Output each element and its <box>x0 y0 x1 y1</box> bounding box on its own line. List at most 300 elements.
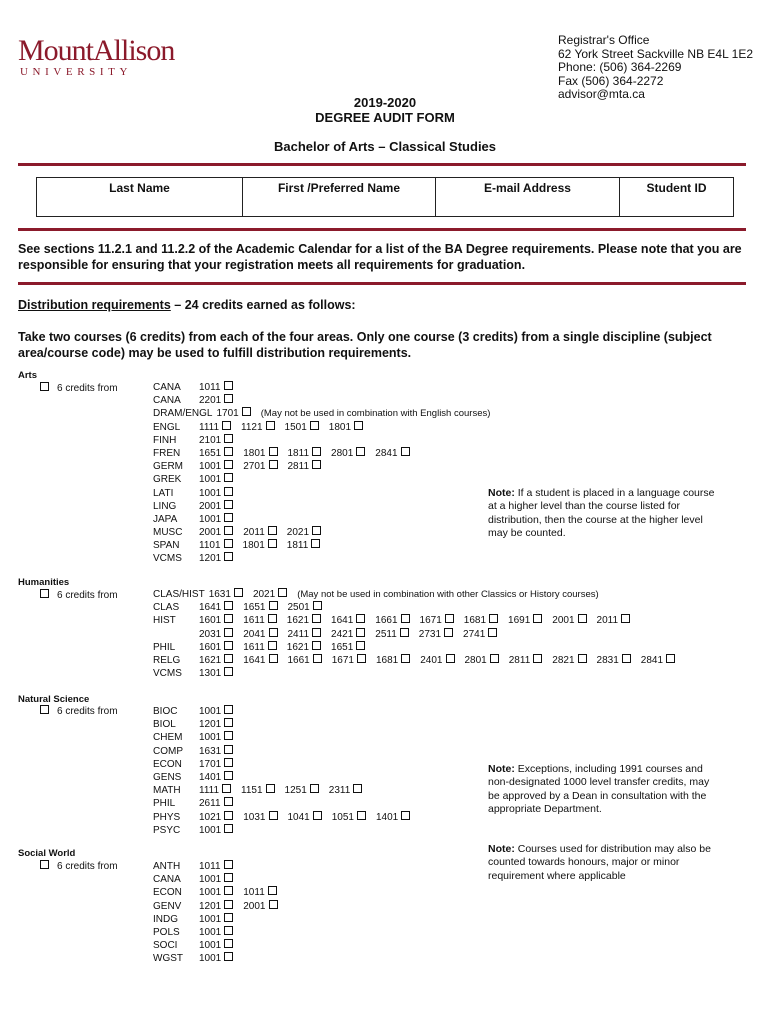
course-row <box>153 601 685 614</box>
course-code: RELG <box>153 654 181 666</box>
course-number-label: 1001 <box>199 953 222 965</box>
checkbox[interactable] <box>40 382 49 391</box>
course-number <box>329 785 363 796</box>
course-number <box>420 655 454 666</box>
course-number-label: 2841 <box>375 447 398 459</box>
checkbox[interactable] <box>268 886 277 895</box>
student-id-header: Student ID <box>646 181 707 195</box>
category-natural-science: Natural Science <box>18 694 90 705</box>
course-number-label: 2011 <box>596 615 619 627</box>
checkbox[interactable] <box>224 487 233 496</box>
checkbox[interactable] <box>269 628 278 637</box>
checkbox[interactable] <box>224 460 233 469</box>
note-label: Note: <box>488 763 515 775</box>
course-number <box>199 629 233 640</box>
course-number-label: 1001 <box>199 887 222 899</box>
course-row <box>153 447 490 460</box>
last-name-cell[interactable] <box>37 178 242 216</box>
course-row <box>153 718 420 731</box>
checkbox[interactable] <box>224 731 233 740</box>
course-number-label: 1041 <box>287 811 310 823</box>
course-number <box>199 602 233 613</box>
registrar-line: 62 York Street Sackville NB E4L 1E2 <box>558 46 753 61</box>
course-row <box>153 407 490 420</box>
course-row <box>153 552 490 565</box>
checkbox[interactable] <box>40 589 49 598</box>
course-number <box>331 615 365 626</box>
checkbox[interactable] <box>40 860 49 869</box>
course-number <box>243 527 277 538</box>
category-social-world: Social World <box>18 848 76 859</box>
course-code: CLAS/HIST <box>153 589 205 600</box>
checkbox[interactable] <box>224 447 233 456</box>
course-number <box>199 615 233 626</box>
checkbox[interactable] <box>312 628 321 637</box>
checkbox[interactable] <box>353 784 362 793</box>
checkbox[interactable] <box>356 628 365 637</box>
course-code: ECON <box>153 887 182 899</box>
course-number <box>241 422 275 433</box>
course-number-label: 2101 <box>199 434 222 446</box>
course-number-label: 1121 <box>241 421 263 433</box>
course-code: POLS <box>153 926 180 938</box>
course-number <box>420 615 454 626</box>
divider <box>18 282 746 285</box>
course-number <box>199 798 233 809</box>
checkbox[interactable] <box>224 913 233 922</box>
checkbox[interactable] <box>224 614 233 623</box>
course-number-label: 1801 <box>243 447 266 459</box>
checkbox[interactable] <box>224 824 233 833</box>
checkbox[interactable] <box>269 460 278 469</box>
course-row <box>153 926 288 939</box>
category-humanities: Humanities <box>18 577 70 588</box>
course-code: INDG <box>153 913 178 925</box>
course-number <box>376 812 410 823</box>
checkbox[interactable] <box>40 705 49 714</box>
checkbox[interactable] <box>224 886 233 895</box>
course-number <box>199 785 231 796</box>
checkbox[interactable] <box>224 552 233 561</box>
checkbox[interactable] <box>313 601 322 610</box>
course-number-label: 1111 <box>199 421 220 433</box>
course-number-label: 1001 <box>199 913 222 925</box>
checkbox[interactable] <box>224 601 233 610</box>
checkbox[interactable] <box>268 526 277 535</box>
checkbox[interactable] <box>312 641 321 650</box>
course-number <box>216 408 250 419</box>
course-row <box>153 434 490 447</box>
course-code: PHIL <box>153 798 176 810</box>
course-number <box>199 759 233 770</box>
checkbox[interactable] <box>224 641 233 650</box>
checkbox[interactable] <box>224 797 233 806</box>
course-number <box>552 655 586 666</box>
course-number-label: 2001 <box>243 900 266 912</box>
course-number-label: 2001 <box>199 500 222 512</box>
note-text: If a student is placed in a language course at a higher level than the course listed for distribution, then the course at the higher level may be counted. <box>488 487 715 540</box>
course-number-label: 1001 <box>199 874 222 886</box>
first-name-cell[interactable] <box>242 178 435 216</box>
course-number-label: 1681 <box>376 654 399 666</box>
credits-label: 6 credits from <box>57 590 118 601</box>
checkbox[interactable] <box>578 614 587 623</box>
checkbox[interactable] <box>224 939 233 948</box>
checkbox[interactable] <box>242 407 251 416</box>
checkbox[interactable] <box>268 614 277 623</box>
university-logo <box>18 36 203 82</box>
course-number <box>332 655 366 666</box>
course-number-label: 1251 <box>284 785 307 797</box>
checkbox[interactable] <box>224 473 233 482</box>
course-code: CANA <box>153 395 181 407</box>
course-number-label: 2501 <box>287 602 310 614</box>
checkbox[interactable] <box>444 628 453 637</box>
course-number-label: 1001 <box>199 940 222 952</box>
checkbox[interactable] <box>622 654 631 663</box>
course-number-label: 2421 <box>331 628 354 640</box>
checkbox[interactable] <box>224 434 233 443</box>
checkbox[interactable] <box>490 654 499 663</box>
course-number-label: 2201 <box>199 395 222 407</box>
course-number-label: 2741 <box>463 628 486 640</box>
course-code: VCMS <box>153 553 182 565</box>
course-number <box>331 629 365 640</box>
course-number <box>243 448 277 459</box>
arts-credits <box>40 382 118 394</box>
email-cell[interactable] <box>435 178 619 216</box>
course-number-label: 1601 <box>199 615 222 627</box>
course-number <box>243 812 277 823</box>
course-number <box>243 461 277 472</box>
course-number <box>419 629 453 640</box>
course-number <box>199 474 233 485</box>
course-number <box>288 461 322 472</box>
course-number-label: 1681 <box>463 615 487 627</box>
checkbox[interactable] <box>224 900 233 909</box>
course-number-label: 1691 <box>508 615 531 627</box>
course-number-label: 1011 <box>199 382 221 393</box>
course-number <box>243 642 277 653</box>
checkbox[interactable] <box>357 654 366 663</box>
checkbox[interactable] <box>269 654 278 663</box>
registrar-contact <box>558 34 753 102</box>
program-title: Bachelor of Arts – Classical Studies <box>273 139 497 154</box>
course-number-label: 1671 <box>331 654 354 666</box>
course-row <box>153 641 685 654</box>
checkbox[interactable] <box>356 641 365 650</box>
course-row <box>153 667 685 680</box>
course-number <box>199 719 233 730</box>
checkbox[interactable] <box>401 447 410 456</box>
course-number <box>465 655 499 666</box>
course-row <box>153 784 420 797</box>
course-row <box>153 539 490 552</box>
registrar-line: Fax (506) 364-2272 <box>558 73 664 88</box>
checkbox[interactable] <box>278 588 287 597</box>
course-number <box>199 655 233 666</box>
checkbox[interactable] <box>533 654 542 663</box>
course-code: CANA <box>153 874 181 886</box>
course-number <box>199 861 233 872</box>
course-number <box>464 615 498 626</box>
humanities-credits <box>40 589 118 601</box>
course-number-label: 1651 <box>331 641 354 653</box>
checkbox[interactable] <box>621 614 630 623</box>
course-row <box>153 394 490 407</box>
checkbox[interactable] <box>224 654 233 663</box>
course-code: CANA <box>153 382 181 393</box>
course-number-label: 2611 <box>199 798 221 810</box>
course-number-label: 1001 <box>199 513 222 525</box>
course-code: GENV <box>153 900 182 912</box>
note-distribution-use <box>488 843 718 883</box>
course-number <box>332 812 366 823</box>
course-number-label: 1611 <box>243 641 265 653</box>
course-code: HIST <box>153 615 176 627</box>
course-number <box>199 927 233 938</box>
course-number-label: 1661 <box>287 654 310 666</box>
course-number-label: 1001 <box>199 926 222 938</box>
course-row <box>153 824 420 837</box>
checkbox[interactable] <box>266 784 275 793</box>
course-number <box>241 785 275 796</box>
last-name-header: Last Name <box>109 181 170 195</box>
course-number <box>243 655 277 666</box>
checkbox[interactable] <box>269 900 278 909</box>
checkbox[interactable] <box>311 539 320 548</box>
course-code: SOCI <box>153 940 178 952</box>
checkbox[interactable] <box>401 811 410 820</box>
checkbox[interactable] <box>313 654 322 663</box>
checkbox[interactable] <box>224 811 233 820</box>
course-number-label: 1631 <box>208 589 231 600</box>
course-number-label: 1151 <box>241 785 263 797</box>
course-number <box>287 527 321 538</box>
course-row <box>153 381 490 394</box>
course-restriction-note: (May not be used in combination with English courses) <box>260 408 491 420</box>
checkbox[interactable] <box>400 628 409 637</box>
registrar-email: advisor@mta.ca <box>558 87 645 101</box>
course-number-label: 1501 <box>284 421 307 433</box>
note-label: Note: <box>488 487 515 499</box>
checkbox[interactable] <box>310 421 319 430</box>
course-number-label: 2031 <box>199 628 222 640</box>
course-number-label: 1811 <box>286 540 309 552</box>
course-number-label: 1301 <box>199 668 222 680</box>
checkbox[interactable] <box>269 601 278 610</box>
checkbox[interactable] <box>224 718 233 727</box>
checkbox[interactable] <box>224 860 233 869</box>
checkbox[interactable] <box>224 926 233 935</box>
course-code: PSYC <box>153 824 181 836</box>
course-number <box>285 785 319 796</box>
course-number-label: 2801 <box>464 654 487 666</box>
checkbox[interactable] <box>445 614 454 623</box>
course-number <box>375 615 409 626</box>
checkbox[interactable] <box>222 784 231 793</box>
course-number-label: 1651 <box>199 447 222 459</box>
course-number-label: 1611 <box>243 615 265 627</box>
checkbox[interactable] <box>224 513 233 522</box>
course-row <box>153 771 420 784</box>
course-number-label: 2811 <box>508 654 531 666</box>
checkbox[interactable] <box>313 811 322 820</box>
course-number <box>199 435 233 446</box>
checkbox[interactable] <box>222 421 231 430</box>
course-number <box>199 501 233 512</box>
course-number <box>253 589 287 600</box>
form-year: 2019-2020 <box>353 95 417 110</box>
course-number <box>285 422 319 433</box>
checkbox[interactable] <box>312 447 321 456</box>
course-code: FREN <box>153 447 181 459</box>
checkbox[interactable] <box>224 394 233 403</box>
course-number <box>199 395 233 406</box>
checkbox[interactable] <box>224 381 233 390</box>
checkbox[interactable] <box>224 873 233 882</box>
course-number <box>641 655 675 666</box>
humanities-course-list <box>153 588 685 680</box>
course-number <box>597 655 631 666</box>
checkbox[interactable] <box>224 667 233 676</box>
course-number-label: 1401 <box>376 811 399 823</box>
course-number-label: 1801 <box>242 540 265 552</box>
course-number <box>199 448 233 459</box>
course-row <box>153 500 490 513</box>
course-code: LING <box>153 500 177 512</box>
checkbox[interactable] <box>312 526 321 535</box>
course-number-label: 1001 <box>199 461 222 473</box>
course-number <box>329 422 363 433</box>
checkbox[interactable] <box>489 614 498 623</box>
course-code: VCMS <box>153 668 182 680</box>
checkbox[interactable] <box>224 745 233 754</box>
course-number <box>199 382 233 393</box>
checkbox[interactable] <box>312 614 321 623</box>
checkbox[interactable] <box>446 654 455 663</box>
checkbox[interactable] <box>310 784 319 793</box>
course-number-label: 1661 <box>375 615 398 627</box>
checkbox[interactable] <box>224 539 233 548</box>
checkbox[interactable] <box>401 614 410 623</box>
social-world-credits <box>40 860 118 872</box>
course-row <box>153 473 490 486</box>
checkbox[interactable] <box>312 460 321 469</box>
course-number <box>199 732 233 743</box>
course-code: MUSC <box>153 527 183 539</box>
social-world-course-list <box>153 860 288 966</box>
course-row <box>153 952 288 965</box>
course-code: LATI <box>153 487 174 499</box>
course-number <box>509 655 543 666</box>
course-number-label: 2731 <box>418 628 442 640</box>
checkbox[interactable] <box>224 771 233 780</box>
course-number <box>199 901 233 912</box>
course-row <box>153 654 685 667</box>
course-number-label: 1621 <box>286 615 310 627</box>
checkbox[interactable] <box>533 614 542 623</box>
course-number <box>375 448 409 459</box>
distribution-heading-rest: – 24 credits earned as follows: <box>170 298 356 312</box>
course-row <box>153 860 288 873</box>
course-number <box>243 540 277 551</box>
student-id-cell[interactable] <box>619 178 733 216</box>
checkbox[interactable] <box>224 526 233 535</box>
checkbox[interactable] <box>224 952 233 961</box>
course-number <box>199 825 233 836</box>
registrar-line: Registrar's Office <box>558 33 650 47</box>
student-info-table <box>36 177 734 217</box>
credits-label: 6 credits from <box>57 706 118 717</box>
divider <box>18 228 746 231</box>
course-number <box>243 615 277 626</box>
course-code: ECON <box>153 758 182 770</box>
checkbox[interactable] <box>356 614 365 623</box>
checkbox[interactable] <box>266 421 275 430</box>
checkbox[interactable] <box>224 705 233 714</box>
checkbox[interactable] <box>224 500 233 509</box>
checkbox[interactable] <box>234 588 243 597</box>
course-code: ENGL <box>153 421 181 433</box>
checkbox[interactable] <box>401 654 410 663</box>
course-number-label: 1701 <box>199 758 222 770</box>
logo-wordmark: MountAllison <box>18 34 175 67</box>
form-title: DEGREE AUDIT FORM <box>315 110 455 125</box>
checkbox[interactable] <box>357 811 366 820</box>
natural-science-credits <box>40 705 118 717</box>
course-number <box>243 602 277 613</box>
course-code: DRAM/ENGL <box>153 408 213 420</box>
checkbox[interactable] <box>269 447 278 456</box>
course-number <box>376 655 410 666</box>
course-number-label: 1621 <box>199 654 222 666</box>
course-row <box>153 939 288 952</box>
course-row <box>153 460 490 473</box>
course-row <box>153 513 490 526</box>
course-code: FINH <box>153 434 177 446</box>
note-exceptions <box>488 763 718 817</box>
course-number-label: 1111 <box>199 785 220 797</box>
course-number-label: 1641 <box>331 615 354 627</box>
checkbox[interactable] <box>224 758 233 767</box>
checkbox[interactable] <box>269 811 278 820</box>
checkbox[interactable] <box>268 539 277 548</box>
checkbox[interactable] <box>488 628 497 637</box>
category-arts: Arts <box>18 370 38 381</box>
course-row <box>153 886 288 899</box>
course-number <box>597 615 631 626</box>
course-number <box>199 887 233 898</box>
course-number <box>287 540 321 551</box>
checkbox[interactable] <box>578 654 587 663</box>
distribution-heading <box>18 297 753 313</box>
course-number-label: 1641 <box>243 654 266 666</box>
natural-science-course-list <box>153 705 420 837</box>
checkbox[interactable] <box>224 628 233 637</box>
checkbox[interactable] <box>268 641 277 650</box>
checkbox[interactable] <box>356 447 365 456</box>
course-row <box>153 758 420 771</box>
course-code: COMP <box>153 745 183 757</box>
course-number-label: 1801 <box>328 421 352 433</box>
note-text: Exceptions, including 1991 courses and non-designated 1000 level transfer credits, may be approved by a Dean in consultation with the appropriate Department. <box>488 763 710 816</box>
course-number-label: 1641 <box>199 602 222 614</box>
checkbox[interactable] <box>666 654 675 663</box>
course-row <box>153 487 490 500</box>
note-label: Note: <box>488 843 515 855</box>
checkbox[interactable] <box>354 421 363 430</box>
